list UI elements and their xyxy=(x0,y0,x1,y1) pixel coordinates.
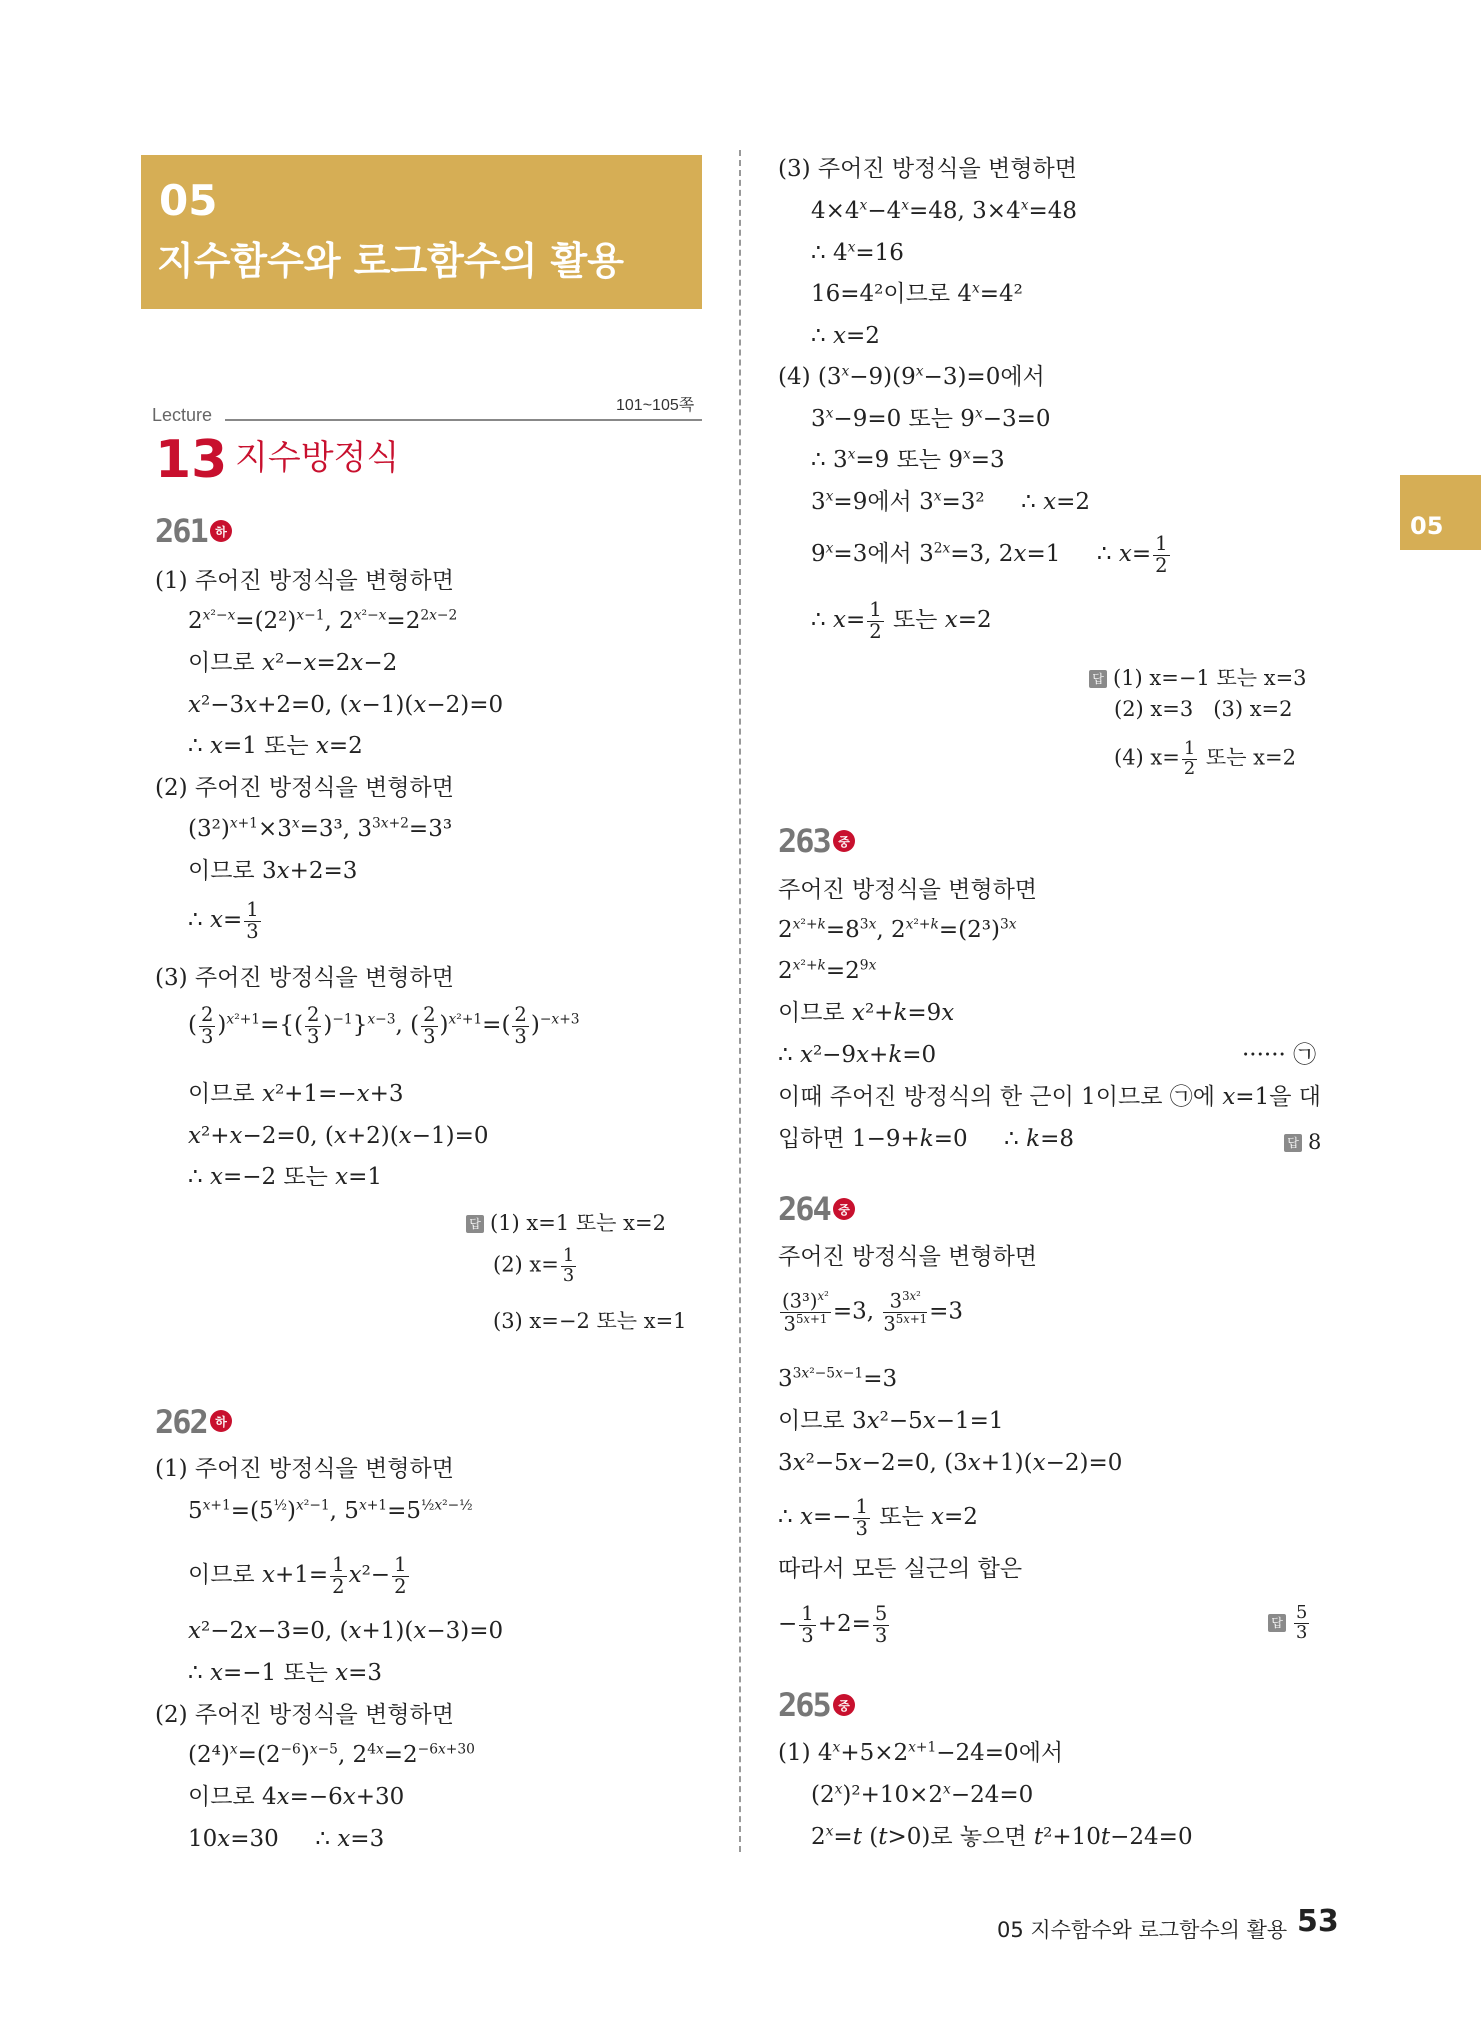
solution-line: $2^{x^2-x}=(2^2)^{x-1}$, $2^{x^2-x}=2^{2x-2}$ xyxy=(188,607,458,634)
solution-line: x²+x−2=0, (x+2)(x−1)=0 xyxy=(188,1123,489,1149)
solution-line: (1) 주어진 방정식을 변형하면 xyxy=(155,568,454,594)
page-number: 53 xyxy=(1297,1904,1339,1939)
solution-line: 따라서 모든 실근의 합은 xyxy=(778,1556,1023,1582)
level-badge-264: 중 xyxy=(833,1198,855,1220)
problem-number-264: 264 xyxy=(778,1190,830,1228)
answer-261-2: (2) x= $\frac{1}{3}$ xyxy=(493,1245,575,1286)
chapter-number: 05 xyxy=(159,176,218,225)
answer-263: 답 8 xyxy=(1284,1130,1321,1154)
answer-262-1: 답 (1) x=−1 또는 x=3 xyxy=(1089,662,1307,692)
solution-line: $3^{3x^2-5x-1}=3$ xyxy=(778,1365,898,1392)
solution-line: x²−3x+2=0, (x−1)(x−2)=0 xyxy=(188,692,504,718)
solution-line: (1) 주어진 방정식을 변형하면 xyxy=(155,1456,454,1482)
solution-line: 이므로 x²+1=−x+3 xyxy=(188,1081,404,1107)
answer-261-3: (3) x=−2 또는 x=1 xyxy=(493,1309,687,1333)
answer-icon: 답 xyxy=(1284,1134,1302,1152)
solution-line: 이므로 3x+2=3 xyxy=(188,858,358,884)
answer-icon: 답 xyxy=(1089,670,1107,688)
solution-line: $(2^4)^x=(2^{-6})^{x-5}$, $2^{4x}=2^{-6x+30}$ xyxy=(188,1741,475,1768)
solution-line: $3^x-9=0$ 또는 $9^x-3=0$ xyxy=(811,405,1051,432)
answer-262-4: (4) x= $\frac{1}{2}$ 또는 x=2 xyxy=(1114,738,1296,779)
solution-line: 3x²−5x−2=0, (3x+1)(x−2)=0 xyxy=(778,1450,1123,1476)
solution-line: $5^{x+1}=(5^{\frac{1}{2}})^{x^2-1}$, $5^{x+1}=5^{\frac{1}{2}x^2-\frac{1}{2}}$ xyxy=(188,1497,473,1524)
answer-264: 답 $\frac{5}{3}$ xyxy=(1268,1604,1311,1642)
level-badge-265: 중 xyxy=(833,1694,855,1716)
problem-number-262: 262 xyxy=(155,1403,207,1441)
solution-line: $2^{x^2+k}=2^{9x}$ xyxy=(778,957,877,984)
solution-line: $(2^x)^2+10\times 2^x-24=0$ xyxy=(811,1781,1034,1808)
solution-line: 이때 주어진 방정식의 한 근이 1이므로 ㉠에 x=1을 대 xyxy=(778,1084,1321,1110)
solution-line: ······ ㉠ xyxy=(1242,1042,1317,1068)
solution-line: 입하면 1−9+k=0 ∴ k=8 xyxy=(778,1126,1074,1152)
solution-line: ∴ x=1 또는 x=2 xyxy=(188,733,363,759)
solution-line: ∴ x= $\frac{1}{3}$ xyxy=(188,898,259,943)
solution-line: 16=4²이므로 $4^x=4^2$ xyxy=(811,280,1023,307)
solution-line: $(3^2)^{x+1}\times 3^x=3^3$, $3^{3x+2}=3^3$ xyxy=(188,815,453,842)
solution-line: (2) 주어진 방정식을 변형하면 xyxy=(155,775,454,801)
solution-line: (4) $(3^x-9)(9^x-3)=0$에서 xyxy=(778,363,1045,390)
solution-line: − $\frac{1}{3}$ +2= $\frac{5}{3}$ xyxy=(778,1602,888,1647)
solution-line: (1) $4^x+5\times 2^{x+1}-24=0$에서 xyxy=(778,1739,1064,1766)
solution-line: (3) 주어진 방정식을 변형하면 xyxy=(778,156,1077,182)
solution-line: ∴ x=−2 또는 x=1 xyxy=(188,1164,383,1190)
solution-line: (2) 주어진 방정식을 변형하면 xyxy=(155,1702,454,1728)
problem-number-265: 265 xyxy=(778,1686,830,1724)
level-badge-263: 중 xyxy=(833,830,855,852)
problem-number-263: 263 xyxy=(778,822,830,860)
solution-line: 이므로 x²−x=2x−2 xyxy=(188,650,398,676)
level-badge-261: 하 xyxy=(210,520,232,542)
footer-title: 05 지수함수와 로그함수의 활용 xyxy=(997,1918,1288,1942)
solution-line: $9^x=3$에서 $3^{2x}=3$, 2x=1 ∴ x= $\frac{1}{2}$ xyxy=(811,532,1168,577)
solution-line: 이므로 4x=−6x+30 xyxy=(188,1784,405,1810)
lecture-rule xyxy=(225,419,702,421)
answer-262-2: (2) x=3 (3) x=2 xyxy=(1114,697,1293,721)
solution-line: ( $\frac{2}{3}$ )$^{x^2+1}$={( $\frac{2}{3}$ )$^{-1}$}$^{x-3}$, ( $\frac{2}{3}$ )$^{x^2+1}$=( $\frac{2}{3}$ )$^{-x+3}$ xyxy=(188,1003,580,1048)
lecture-number: 13 xyxy=(155,430,228,490)
solution-line: 주어진 방정식을 변형하면 xyxy=(778,1244,1038,1270)
solution-line: ∴ $3^x=9$ 또는 $9^x=3$ xyxy=(811,446,1005,473)
chapter-title: 지수함수와 로그함수의 활용 xyxy=(157,239,624,283)
solution-line: 10x=30 ∴ x=3 xyxy=(188,1826,385,1852)
solution-line: $2^{x^2+k}=8^{3x}$, $2^{x^2+k}=(2^3)^{3x}$ xyxy=(778,916,1017,943)
solution-line: $4\times 4^x-4^x=48$, $3\times 4^x=48$ xyxy=(811,197,1078,224)
solution-line: $2^x=t$ (t>0)로 놓으면 t²+10t−24=0 xyxy=(811,1823,1193,1850)
solution-line: ∴ x²−9x+k=0 xyxy=(778,1042,937,1068)
lecture-pages: 101~105쪽 xyxy=(616,397,695,414)
solution-line: ∴ $4^x=16$ xyxy=(811,239,904,266)
answer-icon: 답 xyxy=(1268,1614,1286,1632)
solution-line: 이므로 x²+k=9x xyxy=(778,1000,955,1026)
solution-line: 이므로 x+1= $\frac{1}{2}$ x²− $\frac{1}{2}$ xyxy=(188,1553,407,1598)
side-tab-label: 05 xyxy=(1410,512,1444,540)
solution-line: (3) 주어진 방정식을 변형하면 xyxy=(155,965,454,991)
problem-number-261: 261 xyxy=(155,512,207,550)
lecture-label: Lecture xyxy=(152,405,213,425)
solution-line: 주어진 방정식을 변형하면 xyxy=(778,877,1038,903)
solution-line: ∴ x=− $\frac{1}{3}$ 또는 x=2 xyxy=(778,1495,978,1540)
column-divider xyxy=(739,150,741,1852)
solution-line: ∴ x= $\frac{1}{2}$ 또는 x=2 xyxy=(811,598,992,643)
lecture-title: 지수방정식 xyxy=(235,438,400,478)
solution-line: x²−2x−3=0, (x+1)(x−3)=0 xyxy=(188,1618,504,1644)
solution-line: ∴ x=−1 또는 x=3 xyxy=(188,1660,383,1686)
answer-icon: 답 xyxy=(466,1215,484,1233)
solution-line: $3^x=9$에서 $3^x=3^2$ ∴ x=2 xyxy=(811,488,1091,515)
level-badge-262: 하 xyxy=(210,1410,232,1432)
answer-261-1: 답 (1) x=1 또는 x=2 xyxy=(466,1207,666,1237)
solution-line: ∴ x=2 xyxy=(811,323,880,349)
solution-line: 이므로 3x²−5x−1=1 xyxy=(778,1408,1004,1434)
solution-line: $\frac{(3^3)^{x^2}}{3^{5x+1}}$ =3, $\frac{3^{3x^2}}{3^{5x+1}}$ =3 xyxy=(782,1289,964,1336)
